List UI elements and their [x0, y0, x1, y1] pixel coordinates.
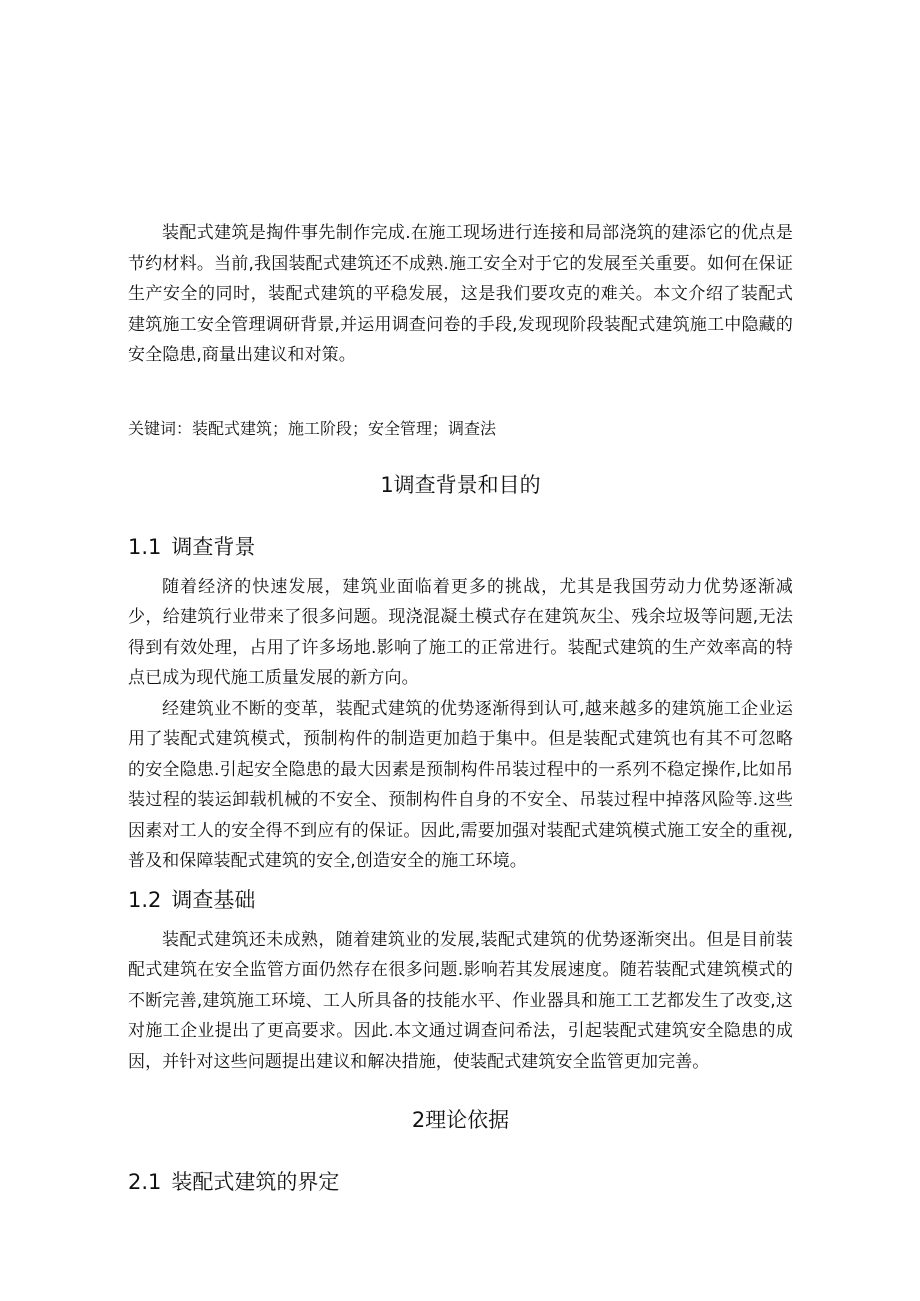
abstract-paragraph: 装配式建筑是掏件事先制作完成.在施工现场进行连接和局部浇筑的建添它的优点是节约材料。当前,我国装配式建筑还不成熟.施工安全对于它的发展至关重要。如何在保证生产安全的同时，装配式建筑的平稳发展，这是我们要攻克的难关。本文介绍了装配式建筑施工安全管理调研背景,并运用调查问卷的手段,发现现阶段装配式建筑施工中隐藏的安全隐患,商量出建议和对策。	[128, 223, 793, 365]
section-number: 1.1	[128, 534, 162, 559]
body-paragraph: 装配式建筑还未成熟，随着建筑业的发展,装配式建筑的优势逐渐突出。但是目前装配式建筑在安全监管方面仍然存在很多问题.影响若其发展速度。随若装配式建筑模式的不断完善,建筑施工环境、工人所具备的技能水平、作业器具和施工工艺都发生了改变,这对施工企业提出了更高要求。因此.本文通过调查问希法，引起装配式建筑安全隐患的成因，并针对这些问题提出建议和解决措施，使装配式建筑安全监管更加完善。	[128, 929, 793, 1072]
section-number: 1.2	[128, 887, 162, 912]
chapter-2-title: 2理论依据	[411, 1108, 510, 1132]
keywords-line: 关键词：装配式建筑；施工阶段；安全管理；调查法	[128, 418, 497, 438]
document-content	[128, 218, 793, 1207]
section-number: 2.1	[128, 1170, 162, 1194]
body-paragraph: 经建筑业不断的变革，装配式建筑的优势逐渐得到认可,越来越多的建筑施工企业运用了装配式建筑模式，预制构件的制造更加趋于集中。但是装配式建筑也有其不可忽略的安全隐患.引起安全隐患的最大因素是预制构件吊装过程中的一系列不稳定操作,比如吊装过程的装运卸载机械的不安全、预制构件自身的不安全、吊装过程中掉落风险等.这些因素对工人的安全得不到应有的保证。因此,需要加强对装配式建筑模式施工安全的重视,普及和保障装配式建筑的安全,创造安全的施工环境。	[128, 698, 793, 871]
section-2-1-heading	[128, 1167, 793, 1197]
section-title: 调查背景	[171, 534, 256, 559]
chapter-1-title: 1调查背景和目的	[380, 472, 541, 497]
section-title: 调查基础	[171, 887, 256, 912]
section-title: 装配式建筑的界定	[171, 1170, 340, 1194]
section-1-1-heading	[128, 532, 793, 562]
body-paragraph: 随着经济的快速发展，建筑业面临着更多的挑战，尤其是我国劳动力优势逐渐减少，给建筑行业带来了很多问题。现浇混凝土模式存在建筑灰尘、残余垃圾等问题,无法得到有效处理，占用了许多场地.影响了施工的正常进行。装配式建筑的生产效率高的特点已成为现代施工质量发展的新方向。	[128, 576, 793, 688]
section-1-2-heading	[128, 885, 793, 915]
